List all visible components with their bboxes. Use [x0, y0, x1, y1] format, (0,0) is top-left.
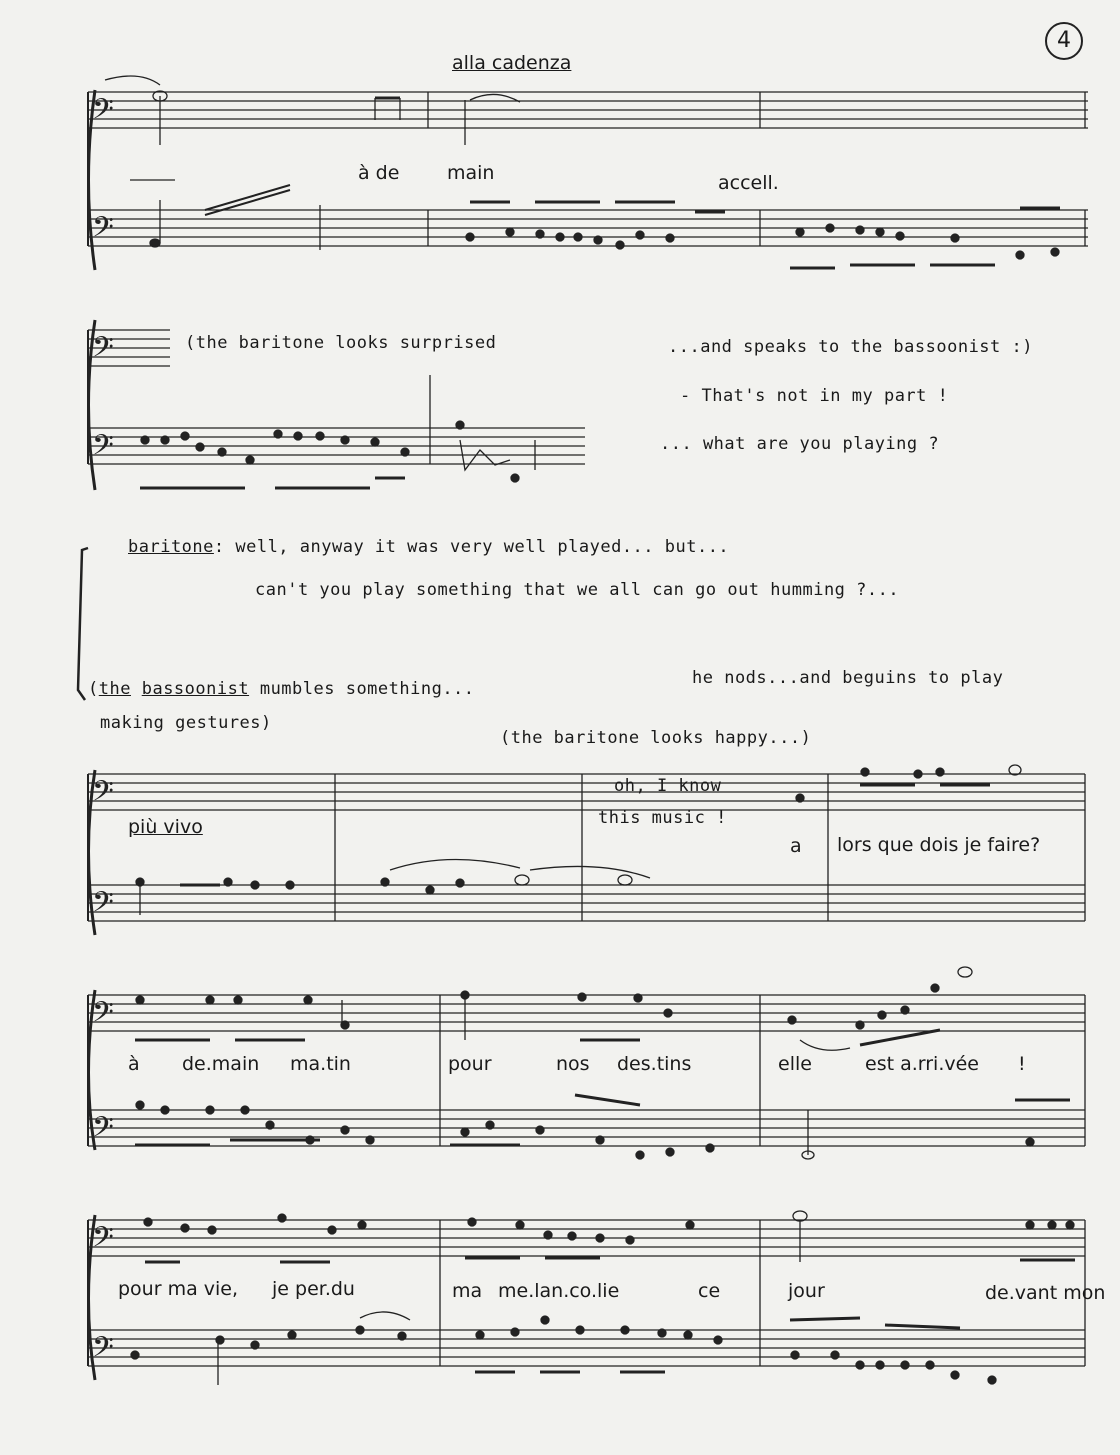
- svg-text:𝄢: 𝄢: [92, 1111, 114, 1151]
- dialogue-line-2: can't you play something that we all can go out humming ?...: [255, 580, 900, 600]
- lyric-pour: pour: [448, 1053, 492, 1075]
- lyric-main: main: [447, 162, 495, 184]
- spoken-not-in-part: - That's not in my part !: [680, 386, 949, 406]
- stage-direction-happy: (the baritone looks happy...): [500, 728, 812, 748]
- lyric-exclamation: !: [1018, 1053, 1026, 1075]
- lyric-elle: elle: [778, 1053, 812, 1075]
- svg-text:𝄢: 𝄢: [92, 775, 114, 815]
- lyric-des-tins: des.tins: [617, 1053, 692, 1075]
- svg-text:𝄢: 𝄢: [92, 429, 114, 469]
- lyric-lors-que-dois-je-faire: lors que dois je faire?: [837, 834, 1041, 856]
- stage-direction-mumbles: [88, 679, 475, 699]
- lyric-a: à: [128, 1053, 140, 1075]
- spoken-oh-i-know: oh, I know: [614, 776, 722, 796]
- lyric-de-main: de.main: [182, 1053, 260, 1075]
- lyric-pour-ma-vie: pour ma vie,: [118, 1278, 239, 1300]
- stage-direction-gestures: making gestures): [100, 713, 272, 733]
- lyric-a-de: à de: [358, 162, 400, 184]
- svg-text:𝄢: 𝄢: [92, 211, 114, 251]
- svg-text:𝄢: 𝄢: [92, 331, 114, 371]
- svg-text:𝄢: 𝄢: [92, 93, 114, 133]
- svg-text:𝄢: 𝄢: [92, 996, 114, 1036]
- lyric-jour: jour: [788, 1280, 825, 1302]
- stage-direction-speaks: ...and speaks to the bassoonist :): [668, 337, 1033, 357]
- page-number: 4: [1045, 22, 1083, 60]
- system-1: [88, 76, 1088, 270]
- lyric-ce: ce: [698, 1280, 721, 1302]
- lyric-a: a: [790, 835, 802, 857]
- speaker-baritone: baritone: [128, 537, 214, 557]
- tempo-piu-vivo: più vivo: [128, 816, 203, 838]
- svg-text:𝄢: 𝄢: [92, 1331, 114, 1371]
- spoken-this-music: this music !: [598, 808, 727, 828]
- aside-the: the: [98, 679, 131, 699]
- aside-rest: mumbles something...: [259, 679, 475, 699]
- dialogue-bracket: [78, 548, 88, 700]
- lyric-est-arrivee: est a.rri.vée: [865, 1053, 979, 1075]
- lyric-je-per-du: je per.du: [272, 1278, 355, 1300]
- lyric-nos: nos: [556, 1053, 590, 1075]
- lyric-de-vant-mon: de.vant mon: [985, 1282, 1106, 1304]
- aside-bassoonist: bassoonist: [141, 679, 250, 699]
- lyric-ma: ma: [452, 1280, 483, 1302]
- accell-marking: accell.: [718, 172, 779, 194]
- dialogue-line-1-text: : well, anyway it was very well played... but...: [213, 537, 730, 557]
- spoken-what-playing: ... what are you playing ?: [660, 434, 940, 454]
- stage-direction-surprised: (the baritone looks surprised: [185, 333, 497, 353]
- svg-text:𝄢: 𝄢: [92, 886, 114, 926]
- lyric-ma-tin: ma.tin: [290, 1053, 351, 1075]
- dialogue-line-1: [128, 537, 729, 557]
- tempo-alla-cadenza: alla cadenza: [452, 52, 572, 74]
- aside-open: (: [88, 679, 99, 699]
- stage-direction-nods: he nods...and beguins to play: [692, 668, 1004, 688]
- svg-text:𝄢: 𝄢: [92, 1221, 114, 1261]
- lyric-me-lan-co-lie: me.lan.co.lie: [498, 1280, 620, 1302]
